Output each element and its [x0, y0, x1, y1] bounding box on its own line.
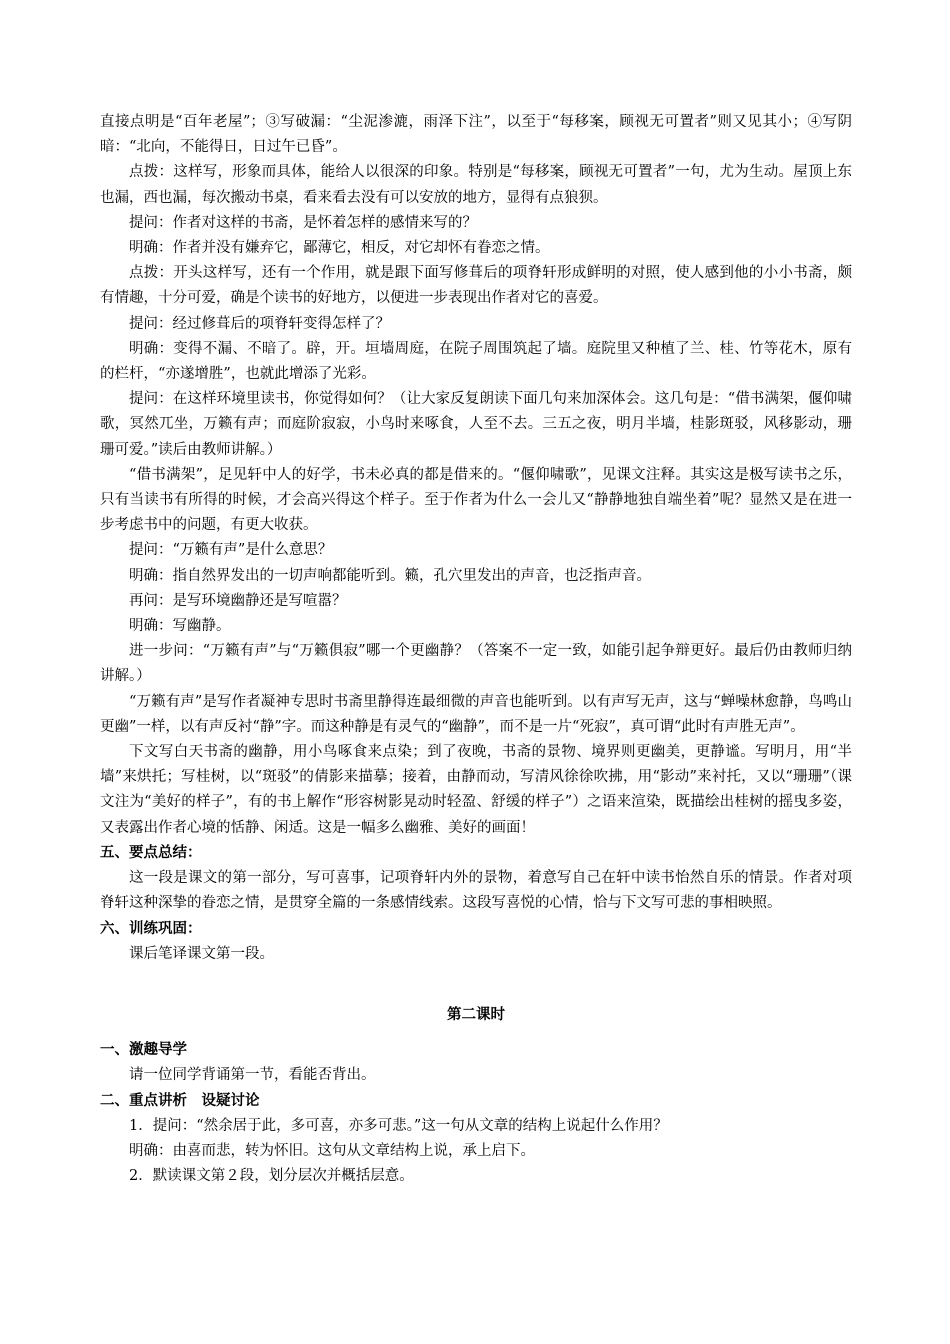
paragraph: 请一位同学背诵第一节，看能否背出。 [129, 1067, 376, 1084]
section-heading-intro: 一、激趣导学 [100, 1042, 187, 1059]
paragraph: 提问：经过修葺后的项脊轩变得怎样了？ [129, 315, 390, 332]
paragraph: 2．默读课文第２段，划分层次并概括层意。 [129, 1168, 414, 1185]
paragraph: 下文写白天书斋的幽静，用小鸟啄食来点染；到了夜晚，书斋的景物、境界则更幽美，更静谧。写明月，用“半墙”来烘托；写桂树，以“斑驳”的倩影来描摹；接着，由静而动，写清风徐徐吹拂，用“影动”来衬托，又以“珊珊”（课文注为“美好的样子”，有的书上解作“形容树影晃动时轻盈、舒缓的样子”）之语来渲染，既描绘出桂树的摇曳多姿，又表露出作者心境的恬静、闲适。这是一幅多么幽雅、美好的画面！ [100, 744, 852, 836]
paragraph: 明确：写幽静。 [129, 618, 231, 635]
paragraph: 点拨：这样写，形象而具体，能给人以很深的印象。特别是“每移案，顾视无可置者”一句，尤为生动。屋顶上东也漏，西也漏，每次搬动书桌，看来看去没有可以安放的地方，显得有点狼狈。 [100, 164, 852, 206]
paragraph: 直接点明是“百年老屋”；③写破漏：“尘泥渗漉，雨泽下注”，以至于“每移案，顾视无可置者”则又见其小；④写阴暗：“北向，不能得日，日过午已昏”。 [100, 114, 852, 156]
lesson-title: 第二课时 [447, 1006, 505, 1023]
practice-paragraph: 课后笔译课文第一段。 [129, 945, 274, 962]
paragraph: 点拨：开头这样写，还有一个作用，就是跟下面写修葺后的项脊轩形成鲜明的对照，使人感到他的小小书斋，颇有情趣，十分可爱，确是个读书的好地方，以便进一步表现出作者对它的喜爱。 [100, 265, 852, 307]
section-heading-analysis: 二、重点讲析 设疑讨论 [100, 1092, 260, 1109]
paragraph: “万籁有声”是写作者凝神专思时书斋里静得连最细微的声音也能听到。以有声写无声，这与“蝉噪林愈静，鸟鸣山更幽”一样，以有声反衬“静”字。而这种静是有灵气的“幽静”，而不是一片“死寂”，真可谓“此时有声胜无声”。 [100, 693, 852, 735]
paragraph: “借书满架”，足见轩中人的好学，书未必真的都是借来的。“偃仰啸歌”，见课文注释。其实这是极写读书之乐，只有当读书有所得的时候，才会高兴得这个样子。至于作者为什么一会儿又“静静地独自端坐着”呢？显然又是在进一步考虑书中的问题，有更大收获。 [100, 466, 852, 534]
paragraph: 1．提问：“然余居于此，多可喜，亦多可悲。”这一句从文章的结构上说起什么作用？ [129, 1117, 668, 1134]
paragraph: 再问：是写环境幽静还是写喧嚣？ [129, 592, 347, 609]
paragraph: 提问：在这样环境里读书，你觉得如何？（让大家反复朗读下面几句来加深体会。这几句是：“借书满架，偃仰啸歌，冥然兀坐，万籁有声；而庭阶寂寂，小鸟时来啄食，人至不去。三五之夜，明月半墙，桂影斑驳，风移影动，珊珊可爱。”读后由教师讲解。） [100, 391, 852, 458]
paragraph: 明确：由喜而悲，转为怀旧。这句从文章结构上说，承上启下。 [129, 1142, 535, 1159]
section-heading-summary: 五、要点总结： [100, 844, 202, 861]
summary-paragraph: 这一段是课文的第一部分，写可喜事，记项脊轩内外的景物，着意写自己在轩中读书怡然自乐的情景。作者对项脊轩这种深挚的眷恋之情，是贯穿全篇的一条感情线索。这段写喜悦的心情，恰与下文写可悲的事相映照。 [100, 870, 852, 912]
paragraph: 明确：作者并没有嫌弃它，鄙薄它，相反，对它却怀有眷恋之情。 [129, 240, 550, 257]
document-page [100, 110, 852, 1189]
paragraph: 提问：作者对这样的书斋，是怀着怎样的感情来写的？ [129, 214, 477, 231]
lesson1-body [100, 110, 852, 841]
paragraph: 明确：指自然界发出的一切声响都能听到。籁，孔穴里发出的声音，也泛指声音。 [129, 567, 651, 584]
paragraph: 明确：变得不漏、不暗了。辟，开。垣墙周庭，在院子周围筑起了墙。庭院里又种植了兰、桂、竹等花木，原有的栏杆，“亦遂增胜”，也就此增添了光彩。 [100, 340, 852, 383]
section-heading-practice: 六、训练巩固： [100, 920, 202, 937]
paragraph: 提问：“万籁有声”是什么意思？ [129, 542, 333, 559]
paragraph: 进一步问：“万籁有声”与“万籁俱寂”哪一个更幽静？（答案不一定一致，如能引起争辩更好。最后仍由教师归纳讲解。） [100, 643, 852, 685]
